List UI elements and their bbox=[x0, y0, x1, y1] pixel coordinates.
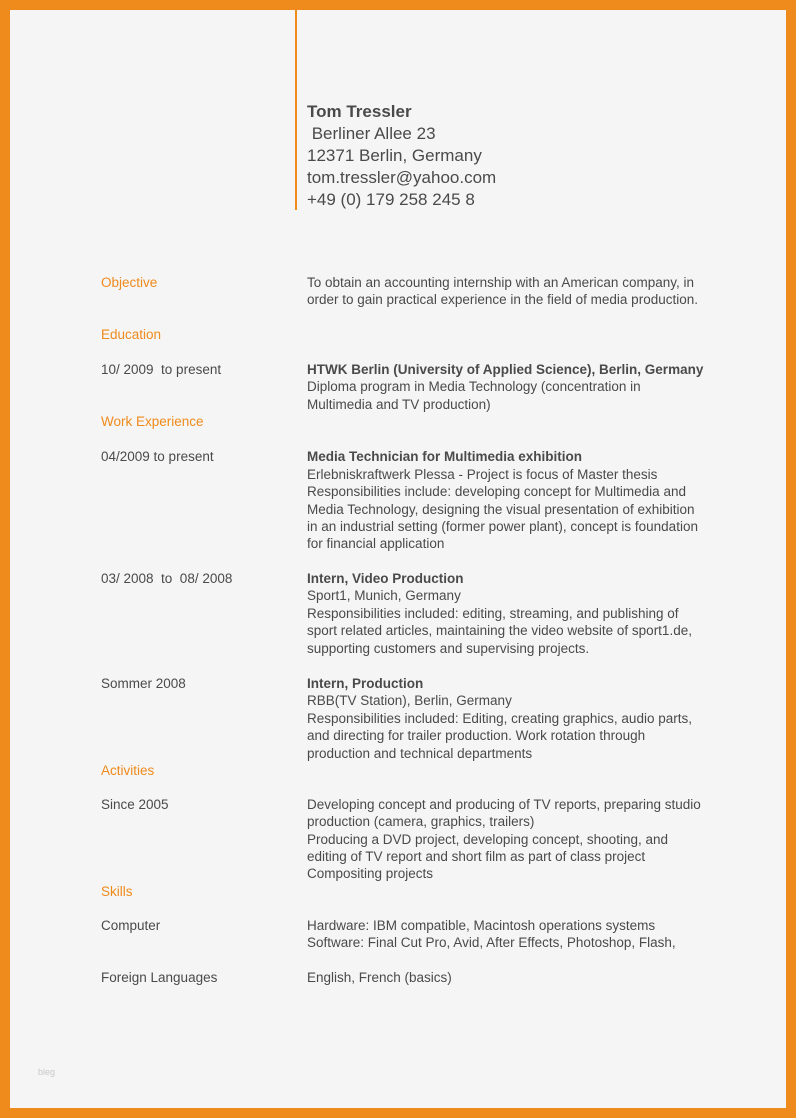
job-3-line-1: RBB(TV Station), Berlin, Germany bbox=[307, 693, 512, 708]
job-2-title: Intern, Video Production bbox=[307, 571, 464, 586]
watermark: bleg bbox=[38, 1067, 56, 1077]
job-1-line-4: in an industrial setting (former power plant), concept is foundation bbox=[307, 519, 698, 534]
job-3-line-4: production and technical departments bbox=[307, 746, 533, 761]
email-address: tom.tressler@yahoo.com bbox=[307, 168, 497, 187]
education-heading: Education bbox=[101, 327, 162, 342]
objective-line-1: To obtain an accounting internship with an American company, in bbox=[307, 275, 694, 290]
activities-date: Since 2005 bbox=[101, 797, 169, 812]
education-line-1: Diploma program in Media Technology (concentration in bbox=[307, 379, 641, 394]
computer-label: Computer bbox=[101, 918, 161, 933]
job-1-line-5: for financial application bbox=[307, 536, 445, 551]
activities-line-4: editing of TV report and short film as part of class project bbox=[307, 849, 646, 864]
job-1-title: Media Technician for Multimedia exhibition bbox=[307, 449, 583, 464]
job-3-line-3: and directing for trailer production. Work rotation through bbox=[307, 728, 646, 743]
job-2-line-1: Sport1, Munich, Germany bbox=[307, 588, 461, 603]
phone-number: +49 (0) 179 258 245 8 bbox=[307, 190, 475, 209]
activities-heading: Activities bbox=[101, 763, 155, 778]
job-1-line-2: Responsibilities include: developing concept for Multimedia and bbox=[307, 484, 686, 499]
job-3-title: Intern, Production bbox=[307, 676, 424, 691]
job-2-date: 03/ 2008 to 08/ 2008 bbox=[101, 571, 233, 586]
job-1-date: 04/2009 to present bbox=[101, 449, 214, 464]
job-1-line-3: Media Technology, designing the visual presentation of exhibition bbox=[307, 502, 695, 517]
objective-line-2: order to gain practical experience in the field of media production. bbox=[307, 292, 698, 307]
work-experience-heading: Work Experience bbox=[101, 414, 204, 429]
computer-line-1: Hardware: IBM compatible, Macintosh operations systems bbox=[307, 918, 656, 933]
activities-line-2: production (camera, graphics, trailers) bbox=[307, 814, 535, 829]
computer-line-2: Software: Final Cut Pro, Avid, After Effects, Photoshop, Flash, bbox=[307, 935, 676, 950]
languages-value: English, French (basics) bbox=[307, 970, 452, 985]
job-2-line-4: supporting customers and supervising projects. bbox=[307, 641, 590, 656]
address-street: Berliner Allee 23 bbox=[307, 124, 436, 143]
job-3-date: Sommer 2008 bbox=[101, 676, 186, 691]
education-line-2: Multimedia and TV production) bbox=[307, 397, 491, 412]
job-3-line-2: Responsibilities included: Editing, creating graphics, audio parts, bbox=[307, 711, 692, 726]
languages-label: Foreign Languages bbox=[101, 970, 218, 985]
activities-line-5: Compositing projects bbox=[307, 866, 434, 881]
objective-heading: Objective bbox=[101, 275, 158, 290]
skills-heading: Skills bbox=[101, 884, 133, 899]
address-city: 12371 Berlin, Germany bbox=[307, 146, 482, 165]
job-1-line-1: Erlebniskraftwerk Plessa - Project is focus of Master thesis bbox=[307, 467, 658, 482]
applicant-name: Tom Tressler bbox=[307, 102, 412, 121]
activities-line-3: Producing a DVD project, developing concept, shooting, and bbox=[307, 832, 668, 847]
header-accent-line bbox=[295, 10, 297, 210]
education-date: 10/ 2009 to present bbox=[101, 362, 222, 377]
education-title: HTWK Berlin (University of Applied Science), Berlin, Germany bbox=[307, 362, 704, 377]
job-2-line-3: sport related articles, maintaining the video website of sport1.de, bbox=[307, 623, 692, 638]
activities-line-1: Developing concept and producing of TV reports, preparing studio bbox=[307, 797, 701, 812]
job-2-line-2: Responsibilities included: editing, streaming, and publishing of bbox=[307, 606, 679, 621]
